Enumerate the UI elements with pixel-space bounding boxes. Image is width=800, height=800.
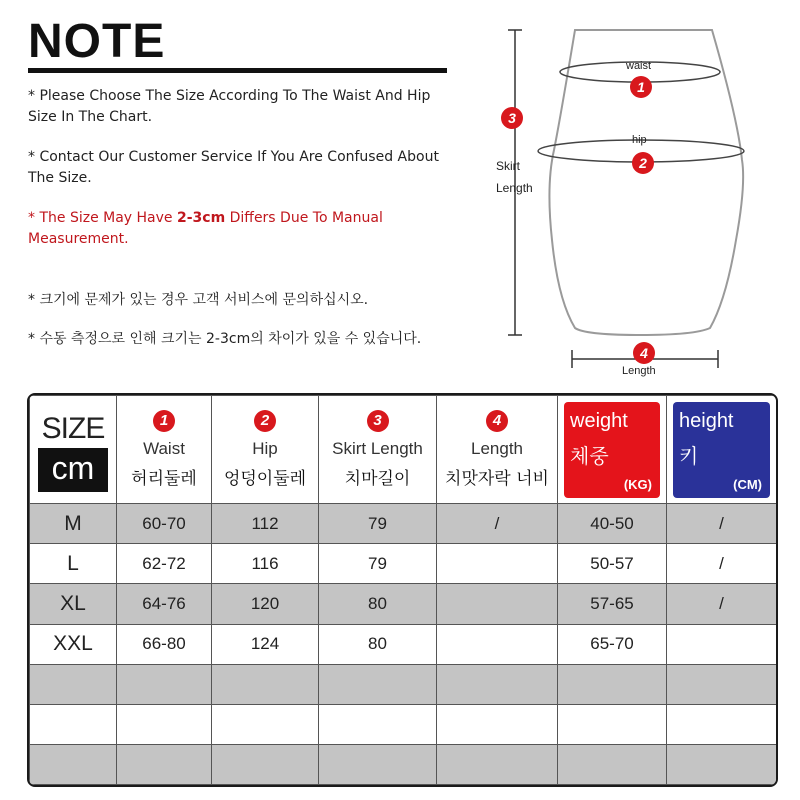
weight-cell: 40-50 <box>558 504 667 544</box>
note-korean-difference: * 수동 측정으로 인해 크기는 2-3cm의 차이가 있을 수 있습니다. <box>28 331 422 347</box>
waist-header-ko: 허리둘레 <box>131 469 197 490</box>
length-cell: / <box>437 504 558 544</box>
skirt-length-cell: 79 <box>319 504 437 544</box>
length-label: Length <box>622 365 656 377</box>
hip-label: hip <box>632 134 647 146</box>
skirt-length-cell: 80 <box>319 624 437 664</box>
skirt-length-cell <box>319 744 437 784</box>
waist-cell <box>117 704 212 744</box>
warning-prefix: * The Size May Have <box>28 210 177 226</box>
marker-3 <box>501 107 523 129</box>
weight-cell <box>558 744 667 784</box>
warning-highlight: 2-3cm <box>176 210 226 226</box>
length-cell <box>437 664 558 704</box>
height-cell: / <box>667 584 777 624</box>
length-cell <box>437 624 558 664</box>
hip-cell <box>212 664 319 704</box>
size-cell: XL <box>30 584 117 624</box>
height-header-en: height <box>679 409 734 432</box>
weight-header-ko: 체중 <box>570 443 609 468</box>
waist-cell <box>117 664 212 704</box>
weight-header-unit: (KG) <box>623 476 652 492</box>
size-cell <box>30 744 117 784</box>
hip-cell: 120 <box>212 584 319 624</box>
waist-header-en: Waist <box>143 439 185 459</box>
waist-number-icon: 1 <box>153 410 175 432</box>
length-cell <box>437 704 558 744</box>
hip-cell <box>212 744 319 784</box>
table-row <box>30 744 777 784</box>
waist-cell: 60-70 <box>117 504 212 544</box>
weight-cell <box>558 704 667 744</box>
waist-header <box>117 396 212 504</box>
size-chart-table <box>27 393 778 787</box>
marker-1 <box>630 76 652 98</box>
weight-cell <box>558 664 667 704</box>
skirt-length-header-en: Skirt Length <box>332 439 423 459</box>
size-cell: L <box>30 544 117 584</box>
note-korean-contact: * 크기에 문제가 있는 경우 고객 서비스에 문의하십시오. <box>28 292 369 308</box>
size-header <box>30 396 117 504</box>
skirt-length-label-line2: Length <box>496 181 533 195</box>
table-header-row <box>30 396 777 504</box>
hip-header-ko: 엉덩이둘레 <box>223 469 307 490</box>
table-row <box>30 504 777 544</box>
marker-4 <box>633 342 655 364</box>
skirt-length-cell <box>319 704 437 744</box>
size-cell: XXL <box>30 624 117 664</box>
height-header-ko: 키 <box>679 443 699 468</box>
waist-cell: 64-76 <box>117 584 212 624</box>
skirt-length-header <box>319 396 437 504</box>
length-header-en: Length <box>471 439 523 459</box>
weight-header-box <box>564 402 660 498</box>
table-row <box>30 664 777 704</box>
waist-cell <box>117 744 212 784</box>
table-row <box>30 704 777 744</box>
hip-cell: 112 <box>212 504 319 544</box>
weight-cell: 57-65 <box>558 584 667 624</box>
weight-header <box>558 396 667 504</box>
table-row <box>30 624 777 664</box>
height-cell: / <box>667 544 777 584</box>
weight-cell: 50-57 <box>558 544 667 584</box>
size-word: SIZE <box>41 411 105 445</box>
length-header-ko: 치맛자락 너비 <box>445 469 549 490</box>
waist-cell: 62-72 <box>117 544 212 584</box>
table-row <box>30 544 777 584</box>
size-cell <box>30 664 117 704</box>
note-choose-size: * Please Choose The Size According To The Waist And Hip Size In The Chart. <box>28 88 431 125</box>
skirt-length-label-line1: Skirt <box>496 159 520 173</box>
hip-cell <box>212 704 319 744</box>
height-header-box <box>673 402 770 498</box>
page-title: NOTE <box>28 15 166 68</box>
svg-text:4: 4 <box>640 345 648 361</box>
length-cell <box>437 744 558 784</box>
skirt-length-cell: 80 <box>319 584 437 624</box>
hip-header-en: Hip <box>252 439 278 459</box>
hip-cell: 124 <box>212 624 319 664</box>
waist-cell: 66-80 <box>117 624 212 664</box>
length-cell <box>437 544 558 584</box>
weight-cell: 65-70 <box>558 624 667 664</box>
title-underline <box>28 68 447 73</box>
warning-suffix: Differs Due To Manual Measurement. <box>28 210 383 247</box>
skirt-diagram <box>480 10 780 380</box>
marker-2 <box>632 152 654 174</box>
height-cell <box>667 704 777 744</box>
height-header <box>667 396 777 504</box>
size-cell: M <box>30 504 117 544</box>
length-header <box>437 396 558 504</box>
skirt-length-cell <box>319 664 437 704</box>
svg-text:3: 3 <box>508 110 516 126</box>
note-contact-service: * Contact Our Customer Service If You Are Confused About The Size. <box>28 149 439 186</box>
skirt-length-header-ko: 치마길이 <box>344 469 411 490</box>
height-cell <box>667 744 777 784</box>
height-header-unit: (CM) <box>733 476 762 492</box>
table-row <box>30 584 777 624</box>
skirt-length-cell: 79 <box>319 544 437 584</box>
length-number-icon: 4 <box>486 410 508 432</box>
height-cell <box>667 664 777 704</box>
skirt-length-number-icon: 3 <box>367 410 389 432</box>
note-measurement-warning <box>28 208 458 250</box>
height-cell: / <box>667 504 777 544</box>
height-cell <box>667 624 777 664</box>
hip-header <box>212 396 319 504</box>
hip-cell: 116 <box>212 544 319 584</box>
unit-box: cm <box>38 448 108 492</box>
hip-number-icon: 2 <box>254 410 276 432</box>
length-cell <box>437 584 558 624</box>
size-cell <box>30 704 117 744</box>
svg-text:2: 2 <box>639 155 647 171</box>
weight-header-en: weight <box>570 409 628 432</box>
waist-label: waist <box>626 60 652 72</box>
svg-text:1: 1 <box>637 79 645 95</box>
